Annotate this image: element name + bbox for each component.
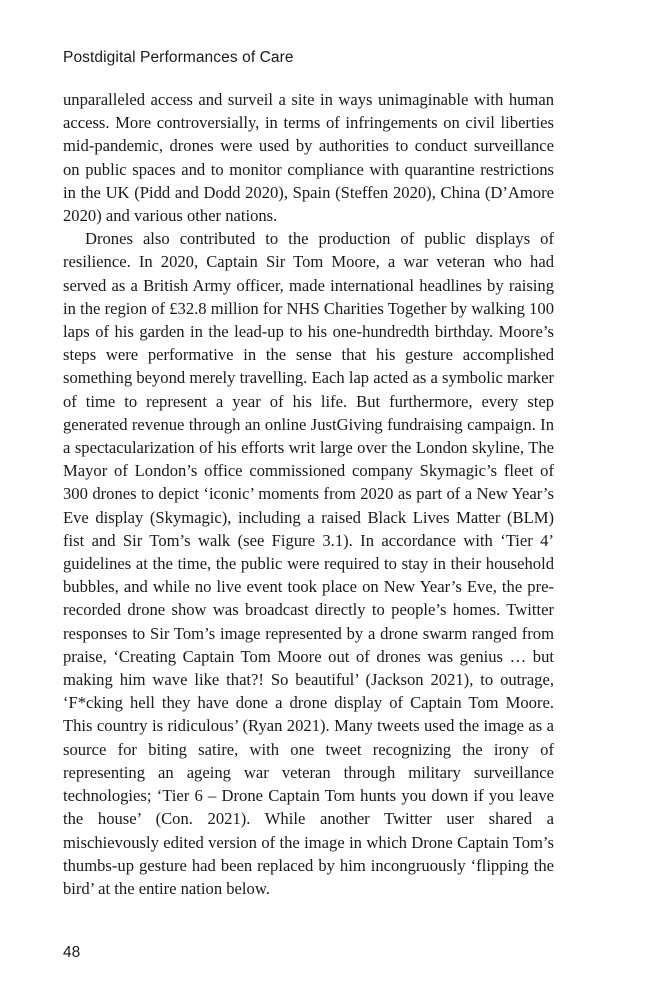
running-head: Postdigital Performances of Care: [63, 49, 294, 66]
paragraph: Drones also contributed to the production of public displays of resilience. In 2020, Captain Sir Tom Moore, a war veteran who had served as a British Army officer, made international headlines by raising in the region of £32.8 million for NHS Charities Together by walking 100 laps of his garden in the lead-up to his one-hundredth birthday. Moore’s steps were performative in the sense that his gesture accomplished something beyond merely travelling. Each lap acted as a symbolic marker of time to represent a year of his life. But furthermore, every step generated revenue through an online JustGiving fundraising campaign. In a spectacularization of his efforts writ large over the London skyline, The Mayor of London’s office commissioned company Skymagic’s fleet of 300 drones to depict ‘iconic’ moments from 2020 as part of a New Year’s Eve display (Skymagic), including a raised Black Lives Matter (BLM) fist and Sir Tom’s walk (see Figure 3.1). In accordance with ‘Tier 4’ guidelines at the time, the public were required to stay in their household bubbles, and while no live event took place on New Year’s Eve, the pre-recorded drone show was broadcast directly to people’s homes. Twitter responses to Sir Tom’s image represented by a drone swarm ranged from praise, ‘Creating Captain Tom Moore out of drones was genius … but making him wave like that?! So beautiful’ (Jackson 2021), to outrage, ‘F*cking hell they have done a drone display of Captain Tom Moore. This country is ridiculous’ (Ryan 2021). Many tweets used the image as a source for biting satire, with one tweet recognizing the irony of representing an ageing war veteran through military surveillance technologies; ‘Tier 6 – Drone Captain Tom hunts you down if you leave the house’ (Con. 2021). While another Twitter user shared a mischievously edited version of the image in which Drone Captain Tom’s thumbs-up gesture had been replaced by him incongruously ‘flipping the bird’ at the entire nation below.: [63, 229, 554, 898]
body-text: [63, 88, 554, 900]
page-number: 48: [63, 944, 81, 961]
paragraph: unparalleled access and surveil a site in ways unimaginable with human access. More controversially, in terms of infringements on civil liberties mid-pandemic, drones were used by authorities to conduct surveillance on public spaces and to monitor compliance with quarantine restrictions in the UK (Pidd and Dodd 2020), Spain (Steffen 2020), China (D’Amore 2020) and various other nations.: [63, 90, 554, 226]
